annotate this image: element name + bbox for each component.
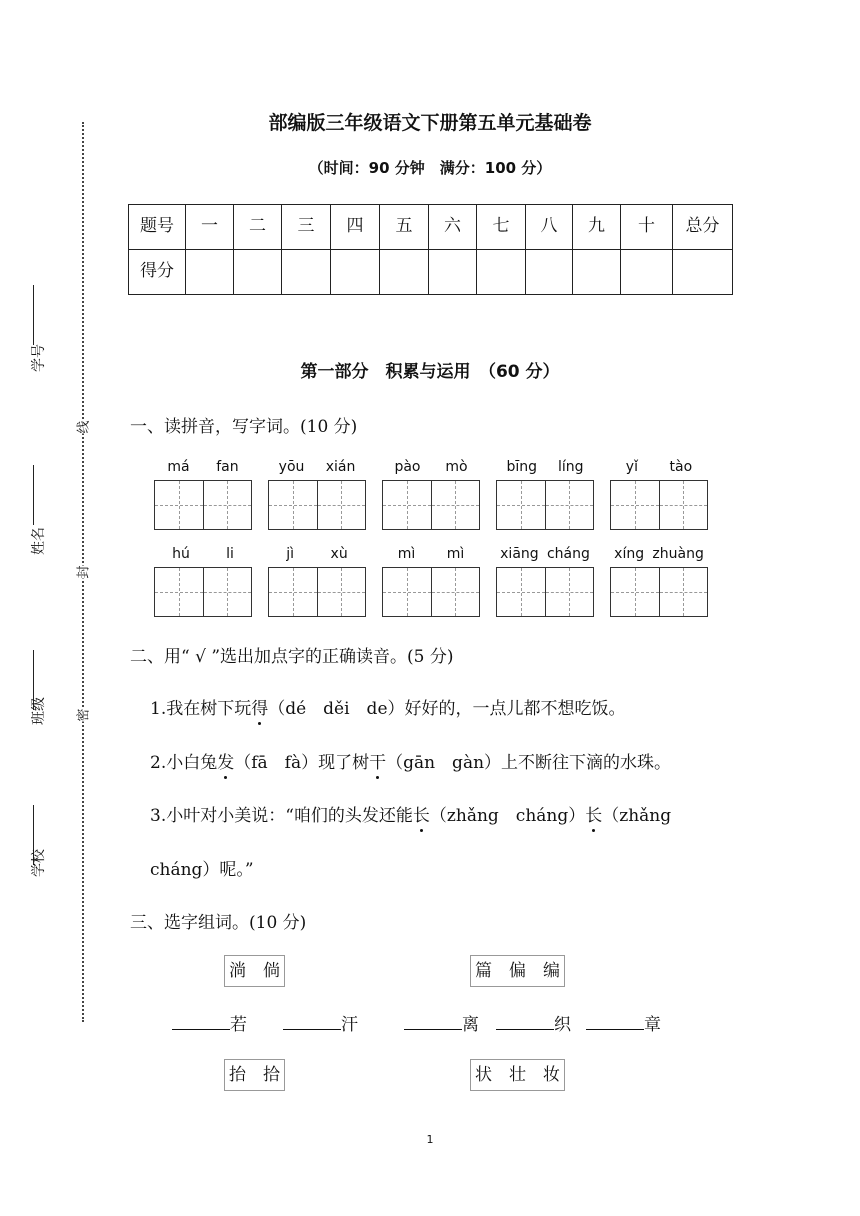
student-id-label: 学号 (31, 344, 47, 372)
fill-item (172, 1010, 247, 1035)
score-table (128, 204, 733, 295)
writing-cell[interactable] (545, 481, 594, 529)
q2-item-3-continued: cháng）呢。” (150, 860, 254, 880)
writing-cell[interactable] (497, 568, 545, 616)
writing-grid (382, 567, 480, 617)
score-entry-cell[interactable] (234, 250, 282, 295)
table-cell: 十 (621, 205, 673, 250)
writing-cell[interactable] (155, 481, 203, 529)
writing-grid (382, 480, 480, 530)
score-table-header-row (129, 205, 733, 250)
q2-item-3 (150, 801, 671, 826)
table-cell: 题号 (129, 205, 186, 250)
blank-line[interactable] (404, 1011, 462, 1030)
seal-char-line: 线 (76, 420, 92, 434)
page-subtitle: （时间：90 分钟 满分：100 分） (308, 159, 552, 177)
q1-heading: 一、读拼音，写字词。(10 分) (130, 417, 358, 437)
fill-char: 织 (554, 1015, 571, 1035)
table-cell: 二 (234, 205, 282, 250)
table-cell: 九 (573, 205, 621, 250)
student-id-line (33, 285, 34, 345)
writing-cell[interactable] (317, 568, 366, 616)
name-line (33, 465, 34, 525)
seal-char-secret: 密 (76, 708, 92, 722)
fill-item (283, 1010, 358, 1035)
pinyin-word-group (496, 545, 594, 617)
blank-line[interactable] (172, 1011, 230, 1030)
score-table-score-row (129, 250, 733, 295)
fill-item (586, 1010, 661, 1035)
char-choice-box: 抬 拾 (224, 1059, 285, 1091)
pinyin-labels (610, 545, 708, 567)
table-cell: 八 (526, 205, 573, 250)
score-entry-cell[interactable] (673, 250, 733, 295)
pinyin-word-group (610, 458, 708, 530)
fill-item (404, 1010, 479, 1035)
writing-cell[interactable] (431, 481, 480, 529)
writing-grid (154, 480, 252, 530)
writing-cell[interactable] (611, 481, 659, 529)
score-entry-cell[interactable] (380, 250, 429, 295)
dotted-char: 长 (412, 806, 430, 826)
q2-item-1 (150, 694, 626, 719)
pinyin-labels (268, 545, 366, 567)
pinyin-word-group (154, 458, 252, 530)
fill-char: 离 (462, 1015, 479, 1035)
q2-item-2-pre: 2.小白兔 (150, 753, 218, 773)
pinyin-word-group (268, 458, 366, 530)
pinyin-labels (382, 458, 480, 480)
writing-cell[interactable] (611, 568, 659, 616)
pinyin-syllable: fan (216, 459, 239, 475)
table-cell: 五 (380, 205, 429, 250)
score-entry-cell[interactable] (573, 250, 621, 295)
q2-item-3-post: （zhǎng (602, 806, 672, 826)
dotted-char: 得 (251, 699, 269, 719)
pinyin-word-group (268, 545, 366, 617)
fill-item (496, 1010, 571, 1035)
q2-item-2 (150, 748, 671, 773)
char-choice-box: 篇 偏 编 (470, 955, 565, 987)
writing-grid (610, 480, 708, 530)
fill-char: 汗 (341, 1015, 358, 1035)
score-entry-cell[interactable] (526, 250, 573, 295)
pinyin-labels (154, 458, 252, 480)
q2-item-1-pre: 1.我在树下玩 (150, 699, 252, 719)
score-entry-cell[interactable] (477, 250, 526, 295)
pinyin-syllable: li (226, 546, 234, 562)
pinyin-syllable: yōu (278, 459, 305, 475)
part1-title: 第一部分 积累与运用 （60 分） (300, 362, 560, 382)
writing-grid (610, 567, 708, 617)
pinyin-syllable: má (167, 459, 190, 475)
score-entry-cell[interactable] (429, 250, 477, 295)
blank-line[interactable] (586, 1011, 644, 1030)
q2-heading: 二、用“ √ ”选出加点字的正确读音。(5 分) (130, 647, 454, 667)
writing-cell[interactable] (497, 481, 545, 529)
pinyin-labels (496, 458, 594, 480)
pinyin-syllable: cháng (546, 546, 590, 562)
char-choice-box: 状 壮 妆 (470, 1059, 565, 1091)
q2-item-2-post: （gān gàn）上不断往下滴的水珠。 (386, 753, 672, 773)
table-cell: 一 (186, 205, 234, 250)
dotted-char: 干 (369, 753, 387, 773)
q2-item-1-post: （dé děi de）好好的，一点儿都不想吃饭。 (268, 699, 626, 719)
pinyin-syllable: xù (330, 546, 348, 562)
pinyin-word-group (610, 545, 708, 617)
table-cell: 七 (477, 205, 526, 250)
writing-cell[interactable] (383, 481, 431, 529)
pinyin-labels (154, 545, 252, 567)
name-label: 姓名 (31, 527, 47, 555)
table-cell: 六 (429, 205, 477, 250)
writing-cell[interactable] (155, 568, 203, 616)
table-cell: 总分 (673, 205, 733, 250)
q2-item-3-pre: 3.小叶对小美说：“咱们的头发还能 (150, 806, 413, 826)
writing-grid (496, 567, 594, 617)
q2-item-2-mid: （fā fà）现了树 (234, 753, 370, 773)
score-entry-cell[interactable] (186, 250, 234, 295)
writing-cell[interactable] (269, 481, 317, 529)
pinyin-syllable: mò (445, 459, 468, 475)
writing-cell[interactable] (431, 568, 480, 616)
pinyin-labels (610, 458, 708, 480)
writing-cell[interactable] (545, 568, 594, 616)
table-cell: 三 (282, 205, 331, 250)
pinyin-syllable: mì (397, 546, 416, 562)
pinyin-word-group (382, 545, 480, 617)
pinyin-syllable: xíng (614, 546, 645, 562)
pinyin-syllable: tào (669, 459, 693, 475)
pinyin-syllable: jì (286, 546, 295, 562)
page-title: 部编版三年级语文下册第五单元基础卷 (268, 112, 592, 134)
fill-char: 若 (230, 1015, 247, 1035)
writing-grid (154, 567, 252, 617)
writing-cell[interactable] (383, 568, 431, 616)
writing-cell[interactable] (659, 481, 708, 529)
table-cell: 得分 (129, 250, 186, 295)
score-entry-cell[interactable] (621, 250, 673, 295)
char-choice-box: 淌 倘 (224, 955, 285, 987)
blank-line[interactable] (283, 1011, 341, 1030)
writing-cell[interactable] (659, 568, 708, 616)
pinyin-syllable: líng (557, 459, 584, 475)
pinyin-labels (496, 545, 594, 567)
pinyin-labels (268, 458, 366, 480)
dotted-char: 长 (585, 806, 603, 826)
writing-grid (268, 480, 366, 530)
writing-cell[interactable] (203, 481, 252, 529)
pinyin-word-group (154, 545, 252, 617)
q3-heading: 三、选字组词。(10 分) (130, 913, 307, 933)
page-number: 1 (426, 1133, 434, 1146)
pinyin-word-group (496, 458, 594, 530)
pinyin-syllable: mì (446, 546, 465, 562)
pinyin-word-group (382, 458, 480, 530)
writing-cell[interactable] (203, 568, 252, 616)
table-cell: 四 (331, 205, 380, 250)
class-label: 班级 (31, 697, 47, 725)
writing-cell[interactable] (269, 568, 317, 616)
pinyin-syllable: bīng (506, 459, 538, 475)
pinyin-syllable: hú (172, 546, 190, 562)
pinyin-labels (382, 545, 480, 567)
pinyin-syllable: xián (325, 459, 356, 475)
pinyin-syllable: zhuàng (652, 546, 704, 562)
seal-char-seal: 封 (76, 565, 92, 579)
blank-line[interactable] (496, 1011, 554, 1030)
pinyin-syllable: xiāng (500, 546, 539, 562)
dotted-char: 发 (217, 753, 235, 773)
pinyin-syllable: yǐ (625, 459, 638, 475)
writing-grid (268, 567, 366, 617)
q2-item-3-mid: （zhǎng cháng） (429, 806, 586, 826)
score-entry-cell[interactable] (331, 250, 380, 295)
writing-grid (496, 480, 594, 530)
writing-cell[interactable] (317, 481, 366, 529)
score-entry-cell[interactable] (282, 250, 331, 295)
fill-char: 章 (644, 1015, 661, 1035)
school-label: 学校 (31, 849, 47, 877)
pinyin-syllable: pào (394, 459, 421, 475)
